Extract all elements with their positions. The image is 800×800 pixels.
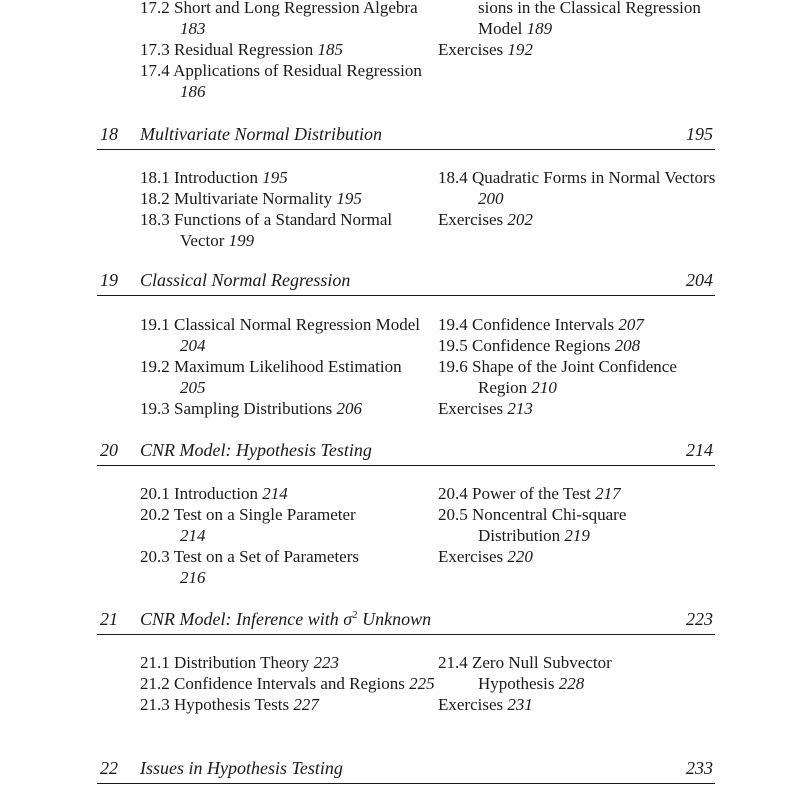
chapter-heading <box>97 437 715 466</box>
toc-entry-exercises: Exercises 220 <box>438 547 533 566</box>
chapter-title: Classical Normal Regression <box>140 270 351 290</box>
chapter-page: 233 <box>686 758 713 778</box>
toc-entry: 18.2 Multivariate Normality 195 <box>140 189 362 208</box>
toc-left-column <box>140 0 430 102</box>
toc-entry: 20.2 Test on a Single Parameter 214 <box>140 505 356 545</box>
toc-entry: 19.5 Confidence Regions 208 <box>438 336 641 355</box>
chapter-title: Issues in Hypothesis Testing <box>140 758 343 778</box>
chapter-page: 223 <box>686 609 713 629</box>
chapter-page: 214 <box>686 440 713 460</box>
chapter-number: 22 <box>100 758 118 778</box>
toc-right-column <box>438 314 718 419</box>
toc-entry: 21.3 Hypothesis Tests 227 <box>140 695 319 714</box>
chapter-title: CNR Model: Inference with $\sigma^2$ Unknown <box>140 609 432 629</box>
toc-left-column <box>140 314 430 419</box>
toc-entry: 21.4 Zero Null Subvector Hypothesis 228 <box>438 653 612 693</box>
toc-entry: 18.3 Functions of a Standard Normal Vector 199 <box>140 210 393 250</box>
toc-entry-exercises: Exercises 192 <box>438 40 533 59</box>
chapter-number: 21 <box>100 609 118 629</box>
toc-entry: 20.5 Noncentral Chi-square Distribution 219 <box>438 505 627 545</box>
toc-right-column <box>438 167 718 230</box>
chapter-heading <box>97 606 715 635</box>
chapter-heading <box>97 267 715 296</box>
chapter-number: 18 <box>100 124 118 144</box>
toc-right-column <box>438 652 668 715</box>
toc-entry-exercises: Exercises 231 <box>438 695 533 714</box>
toc-entry-exercises: Exercises 213 <box>438 399 533 418</box>
toc-entry: 19.2 Maximum Likelihood Estimation 205 <box>140 357 402 397</box>
chapter-number: 19 <box>100 270 118 290</box>
toc-right-column <box>438 0 728 60</box>
chapter-title: CNR Model: Hypothesis Testing <box>140 440 372 460</box>
toc-entry: 19.4 Confidence Intervals 207 <box>438 315 644 334</box>
toc-entry: 18.4 Quadratic Forms in Normal Vectors 200 <box>438 168 716 208</box>
chapter-number: 20 <box>100 440 118 460</box>
toc-entry: 17.4 Applications of Residual Regression 186 <box>140 61 422 101</box>
toc-entry-exercises: Exercises 202 <box>438 210 533 229</box>
toc-entry: 20.4 Power of the Test 217 <box>438 484 621 503</box>
toc-entry: sions in the Classical Regression Model 189 <box>478 0 701 38</box>
chapter-heading <box>97 755 715 784</box>
toc-entry: 21.1 Distribution Theory 223 <box>140 653 339 672</box>
toc-left-column <box>140 483 400 588</box>
toc-entry: 17.3 Residual Regression 185 <box>140 40 344 59</box>
toc-entry: 18.1 Introduction 195 <box>140 168 288 187</box>
toc-left-column <box>140 167 430 251</box>
toc-entry: 17.2 Short and Long Regression Algebra 183 <box>140 0 418 38</box>
chapter-page: 195 <box>686 124 713 144</box>
toc-entry: 19.3 Sampling Distributions 206 <box>140 399 362 418</box>
toc-left-column <box>140 652 435 715</box>
toc-entry: 19.6 Shape of the Joint Confidence Region 210 <box>438 357 677 397</box>
toc-entry: 21.2 Confidence Intervals and Regions 225 <box>140 674 435 693</box>
toc-entry: 19.1 Classical Normal Regression Model 204 <box>140 315 420 355</box>
toc-entry: 20.1 Introduction 214 <box>140 484 288 503</box>
chapter-title: Multivariate Normal Distribution <box>140 124 383 144</box>
chapter-heading <box>97 121 715 150</box>
toc-right-column <box>438 483 688 567</box>
toc-entry: 20.3 Test on a Set of Parameters 216 <box>140 547 359 587</box>
chapter-page: 204 <box>686 270 713 290</box>
